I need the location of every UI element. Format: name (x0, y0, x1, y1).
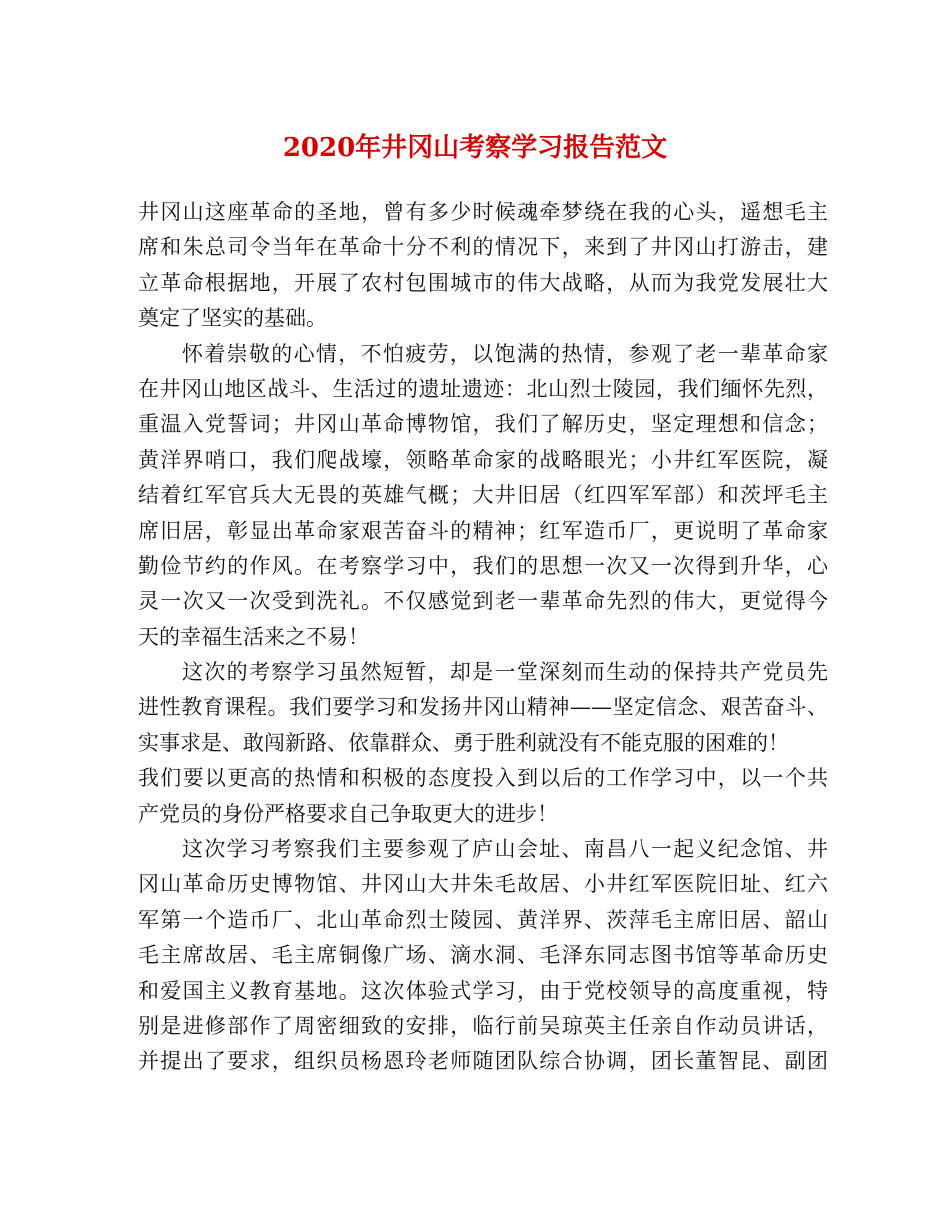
text-line: 军第一个造币厂、北山革命烈士陵园、黄洋界、茨萍毛主席旧居、韶山 (138, 907, 828, 932)
text-line: 天的幸福生活来之不易！ (138, 624, 369, 649)
document-title: 2020年井冈山考察学习报告范文 (282, 133, 668, 163)
text-line: 席旧居，彰显出革命家艰苦奋斗的精神；红军造币厂，更说明了革命家 (138, 518, 828, 543)
text-line: 别是进修部作了周密细致的安排，临行前吴琼英主任亲自作动员讲话， (138, 1013, 828, 1038)
text-line: 重温入党誓词；井冈山革命博物馆，我们了解历史，坚定理想和信念； (138, 412, 828, 437)
text-line: 立革命根据地，开展了农村包围城市的伟大战略，从而为我党发展壮大 (138, 270, 828, 295)
text-line: 席和朱总司令当年在革命十分不利的情况下，来到了井冈山打游击，建 (138, 235, 828, 260)
text-line: 我们要以更高的热情和积极的态度投入到以后的工作学习中，以一个共 (138, 766, 828, 791)
text-line: 进性教育课程。我们要学习和发扬井冈山精神——坚定信念、艰苦奋斗、 (138, 695, 828, 720)
document-body (138, 195, 828, 1080)
text-line: 这次学习考察我们主要参观了庐山会址、南昌八一起义纪念馆、井 (182, 837, 828, 862)
text-line: 勤俭节约的作风。在考察学习中，我们的思想一次又一次得到升华，心 (138, 553, 828, 578)
text-line: 井冈山这座革命的圣地，曾有多少时候魂牵梦绕在我的心头，遥想毛主 (138, 200, 828, 224)
text-line: 实事求是、敢闯新路、依靠群众、勇于胜利就没有不能克服的困难的！ (138, 730, 789, 755)
text-line: 冈山革命历史博物馆、井冈山大井朱毛故居、小井红军医院旧址、红六 (138, 872, 828, 897)
text-line: 结着红军官兵大无畏的英雄气概；大井旧居（红四军军部）和茨坪毛主 (138, 483, 828, 508)
text-line: 和爱国主义教育基地。这次体验式学习，由于党校领导的高度重视，特 (138, 978, 828, 1003)
text-line: 这次的考察学习虽然短暂，却是一堂深刻而生动的保持共产党员先 (182, 660, 828, 685)
text-line: 奠定了坚实的基础。 (138, 306, 327, 331)
text-line: 并提出了要求，组织员杨恩玲老师随团队综合协调，团长董智昆、副团 (138, 1049, 828, 1074)
text-line: 毛主席故居、毛主席铜像广场、滴水洞、毛泽东同志图书馆等革命历史 (138, 943, 828, 968)
text-line: 怀着崇敬的心情，不怕疲劳，以饱满的热情，参观了老一辈革命家 (182, 341, 828, 366)
text-line: 在井冈山地区战斗、生活过的遗址遗迹：北山烈士陵园，我们缅怀先烈， (138, 376, 828, 401)
text-line: 灵一次又一次受到洗礼。不仅感觉到老一辈革命先烈的伟大，更觉得今 (138, 589, 828, 614)
text-line: 黄洋界哨口，我们爬战壕，领略革命家的战略眼光；小井红军医院，凝 (138, 447, 828, 472)
text-line: 产党员的身份严格要求自己争取更大的进步！ (138, 801, 558, 826)
